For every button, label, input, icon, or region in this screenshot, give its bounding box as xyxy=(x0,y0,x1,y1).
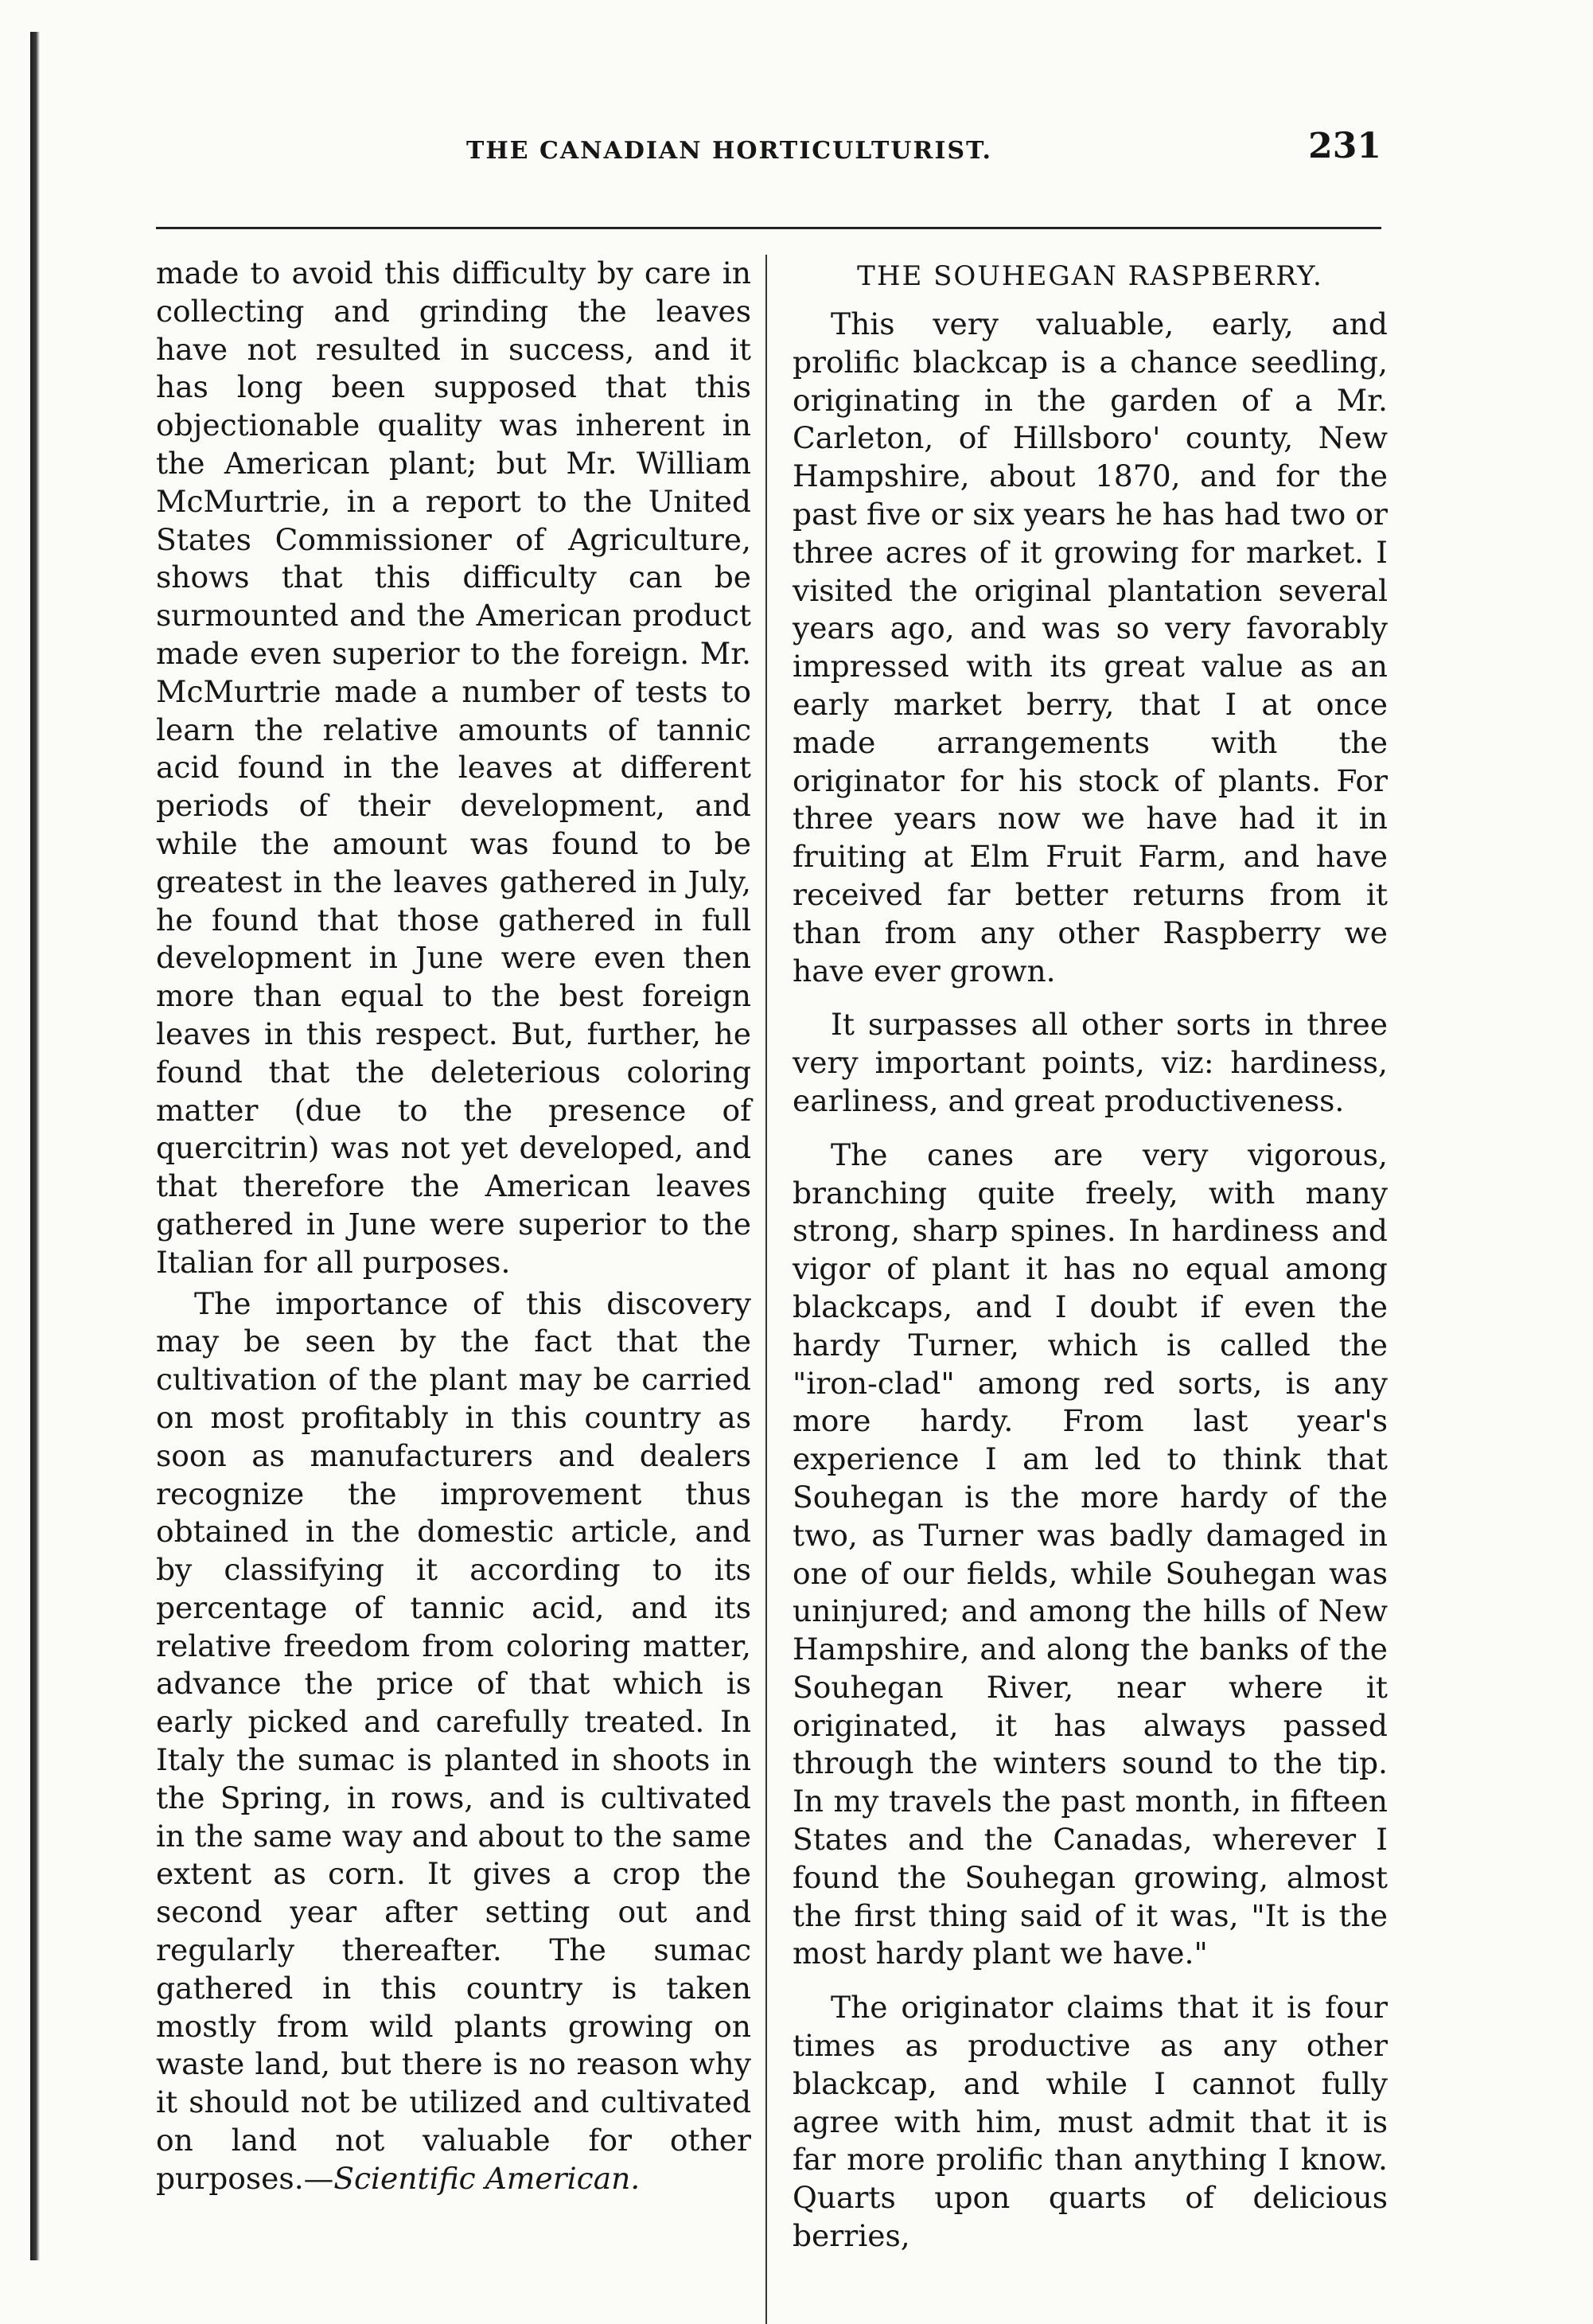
paragraph-importance xyxy=(156,1285,751,2198)
left-column xyxy=(156,255,751,2198)
running-head: THE CANADIAN HORTICULTURIST. xyxy=(466,137,992,165)
right-column xyxy=(793,255,1388,2256)
paragraph-continued: made to avoid this difficulty by care in collecting and grinding the leaves have not resulted in success, and it has long been supposed that this objectionable quality was inherent in the American plant; but Mr. William McMurtrie, in a report to the United States Commissioner of Agriculture, shows that this difficulty can be surmounted and the American product made even superior to the foreign. Mr. McMurtrie made a number of tests to learn the relative amounts of tannic acid found in the leaves at different periods of their development, and while the amount was found to be greatest in the leaves gathered in July, he found that those gathered in full development in June were even then more than equal to the best foreign leaves in this respect. But, further, he found that the deleterious coloring matter (due to the presence of quercitrin) was not yet developed, and that therefore the American leaves gathered in June were superior to the Italian for all purposes. xyxy=(156,255,751,1280)
paragraph-canes: The canes are very vigorous, branching quite freely, with many strong, sharp spines. In hardiness and vigor of plant it has no equal among blackcaps, and I doubt if even the hardy Turner, which is called the "iron-clad" among red sorts, is any more hardy. From last year's experience I am led to think that Souhegan is the more hardy of the two, as Turner was badly damaged in one of our fields, while Souhegan was uninjured; and among the hills of New Hampshire, and along the banks of the Souhegan River, near where it originated, it has always passed through the winters sound to the tip. In my travels the past month, in fifteen States and the Canadas, wherever I found the Souhegan growing, almost the first thing said of it was, "It is the most hardy plant we have." xyxy=(793,1137,1388,1971)
page-header xyxy=(156,126,1381,186)
page-number: 231 xyxy=(1308,126,1381,166)
source-citation: Scientific American. xyxy=(333,2160,641,2196)
page-binding-edge xyxy=(30,32,40,2260)
paragraph-originator: The originator claims that it is four times as productive as any other blackcap, and while I cannot fully agree with him, must admit that it is far more prolific than anything I know. Quarts upon quarts of delicious berries, xyxy=(793,1990,1388,2254)
paragraph-importance-text: The importance of this discovery may be seen by the fact that the cultivation of the plant may be carried on most profitably in this country as soon as manufacturers and dealers recognize the improvement thus obtained in the domestic article, and by classifying it according to its percentage of tannic acid, and its relative freedom from coloring matter, advance the price of that which is early picked and carefully treated. In Italy the sumac is planted in shoots in the Spring, in rows, and is cultivated in the same way and about to the same extent as corn. It gives a crop the second year after setting out and regularly thereafter. The sumac gathered in this country is taken mostly from wild plants growing on waste land, but there is no reason why it should not be utilized and cultivated on land not valuable for other purposes.— xyxy=(156,1285,751,2196)
header-rule xyxy=(156,227,1381,229)
article-title: THE SOUHEGAN RASPBERRY. xyxy=(857,260,1323,292)
paragraph-surpasses: It surpasses all other sorts in three very important points, viz: hardiness, earliness, and great productiveness. xyxy=(793,1007,1388,1118)
column-divider xyxy=(765,255,767,2324)
paragraph-origin: This very valuable, early, and prolific blackcap is a chance seedling, originating in the garden of a Mr. Carleton, of Hillsboro' county, New Hampshire, about 1870, and for the past five or six years he has had two or three acres of it growing for market. I visited the original plantation several years ago, and was so very favorably impressed with its great value as an early market berry, that I at once made arrangements with the originator for his stock of plants. For three years now we have had it in fruiting at Elm Fruit Farm, and have received far better returns from it than from any other Raspberry we have ever grown. xyxy=(793,306,1388,988)
